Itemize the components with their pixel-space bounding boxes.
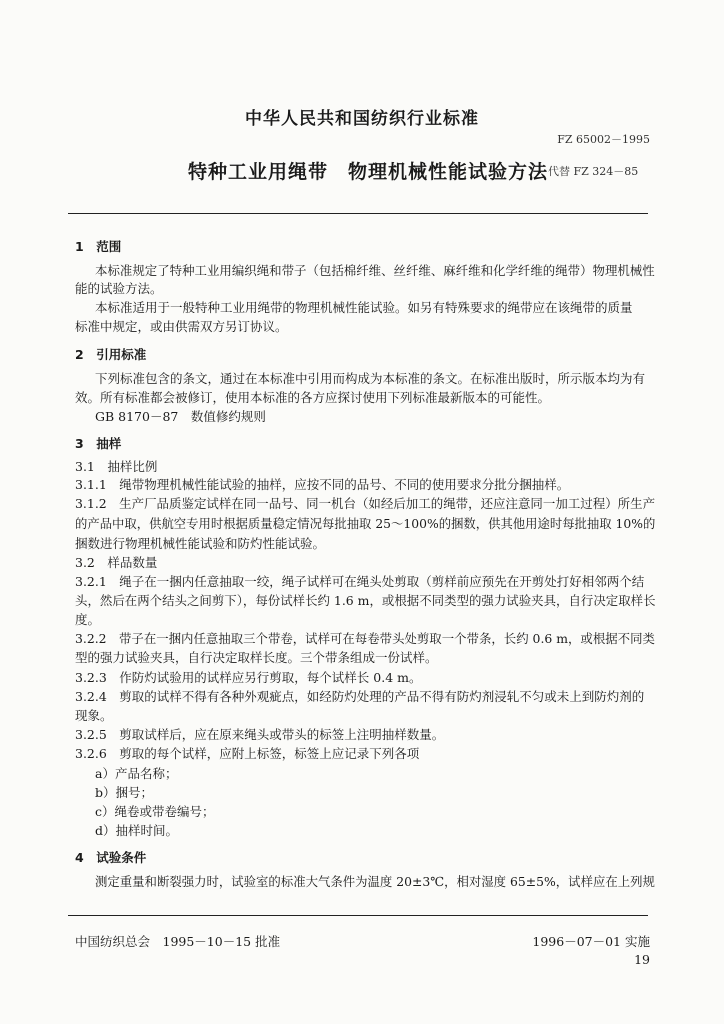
clause-3-2-6-item-b: b）捆号；: [95, 785, 154, 800]
clause-3-2-6: 3.2.6 剪取的每个试样，应附上标签，标签上应记录下列各项: [75, 746, 420, 761]
replaces-note: 代替 FZ 324－85: [548, 165, 639, 178]
footer-divider: [68, 915, 648, 916]
section-3-heading: 3 抽样: [75, 436, 122, 451]
section-4-heading: 4 试验条件: [75, 850, 147, 865]
section-1-para-2-line-1: 本标准适用于一般特种工业用绳带的物理机械性能试验。如另有特殊要求的绳带应在该绳带的质量: [95, 300, 633, 315]
clause-3-2-5: 3.2.5 剪取试样后，应在原来绳头或带头的标签上注明抽样数量。: [75, 727, 445, 742]
clause-3-1: 3.1 抽样比例: [75, 459, 158, 474]
section-2-para-1-line-1: 下列标准包含的条文，通过在本标准中引用而构成为本标准的条文。在标准出版时，所示版本均为有: [95, 371, 646, 386]
clause-3-2-2-line-2: 型的强力试验夹具，自行决定取样长度。三个带条组成一份试样。: [75, 650, 438, 665]
clause-3-2-1-line-2: 头，然后在两个结头之间剪下），每份试样长约 1.6 m，或根据不同类型的强力试验夹具，自行决定取样长: [75, 593, 656, 608]
section-2-heading: 2 引用标准: [75, 347, 147, 362]
section-1-para-2-line-2: 标准中规定，或由供需双方另订协议。: [75, 319, 288, 334]
clause-3-2-4-line-2: 现象。: [75, 708, 113, 723]
page-number: 19: [634, 952, 650, 967]
clause-3-2-6-item-d: d）抽样时间。: [95, 823, 179, 838]
document-title: 特种工业用绳带 物理机械性能试验方法: [188, 161, 549, 183]
clause-3-1-1: 3.1.1 绳带物理机械性能试验的抽样，应按不同的品号、不同的使用要求分批分捆抽样。: [75, 477, 570, 492]
clause-3-1-2-line-2: 的产品中取，供航空专用时根据质量稳定情况每批抽取 25～100%的捆数，供其他用途时每批抽取 10%的: [75, 516, 656, 531]
clause-3-2-3: 3.2.3 作防灼试验用的试样应另行剪取，每个试样长 0.4 m。: [75, 670, 422, 685]
header-divider: [68, 213, 648, 214]
clause-3-2-1-line-3: 度。: [75, 612, 101, 627]
clause-3-2-2-line-1: 3.2.2 带子在一捆内任意抽取三个带卷，试样可在每卷带头处剪取一个带条，长约 0.6 m，或根据不同类: [75, 631, 655, 646]
section-2-para-1-line-2: 效。所有标准都会被修订，使用本标准的各方应探讨使用下列标准最新版本的可能性。: [75, 390, 551, 405]
approval-note: 中国纺织总会 1995－10－15 批准: [75, 934, 281, 949]
standard-code: FZ 65002－1995: [557, 133, 650, 146]
issuing-organization: 中华人民共和国纺织行业标准: [245, 109, 479, 129]
section-1-para-1-line-1: 本标准规定了特种工业用编织绳和带子（包括棉纤维、丝纤维、麻纤维和化学纤维的绳带）物理机械性: [95, 263, 655, 278]
clause-3-2-6-item-a: a）产品名称；: [95, 766, 178, 781]
clause-3-1-2-line-1: 3.1.2 生产厂品质鉴定试样在同一品号、同一机台（如经后加工的绳带，还应注意同一加工过程）所生产: [75, 496, 656, 511]
clause-3-2-1-line-1: 3.2.1 绳子在一捆内任意抽取一绞，绳子试样可在绳头处剪取（剪样前应预先在开剪处打好相邻两个结: [75, 574, 645, 589]
section-1-heading: 1 范围: [75, 239, 122, 254]
section-4-para-1: 测定重量和断裂强力时，试验室的标准大气条件为温度 20±3℃，相对湿度 65±5%，试样应在上列规: [95, 874, 655, 889]
clause-3-2-6-item-c: c）绳卷或带卷编号；: [95, 804, 215, 819]
clause-3-2-4-line-1: 3.2.4 剪取的试样不得有各种外观疵点，如经防灼处理的产品不得有防灼剂浸轧不匀或未上到防灼剂的: [75, 689, 645, 704]
clause-3-2: 3.2 样品数量: [75, 555, 158, 570]
clause-3-1-2-line-3: 捆数进行物理机械性能试验和防灼性能试验。: [75, 536, 326, 551]
referenced-standard: GB 8170－87 数值修约规则: [95, 409, 266, 424]
section-1-para-1-line-2: 能的试验方法。: [75, 281, 163, 296]
implementation-date: 1996－07－01 实施: [532, 934, 650, 949]
